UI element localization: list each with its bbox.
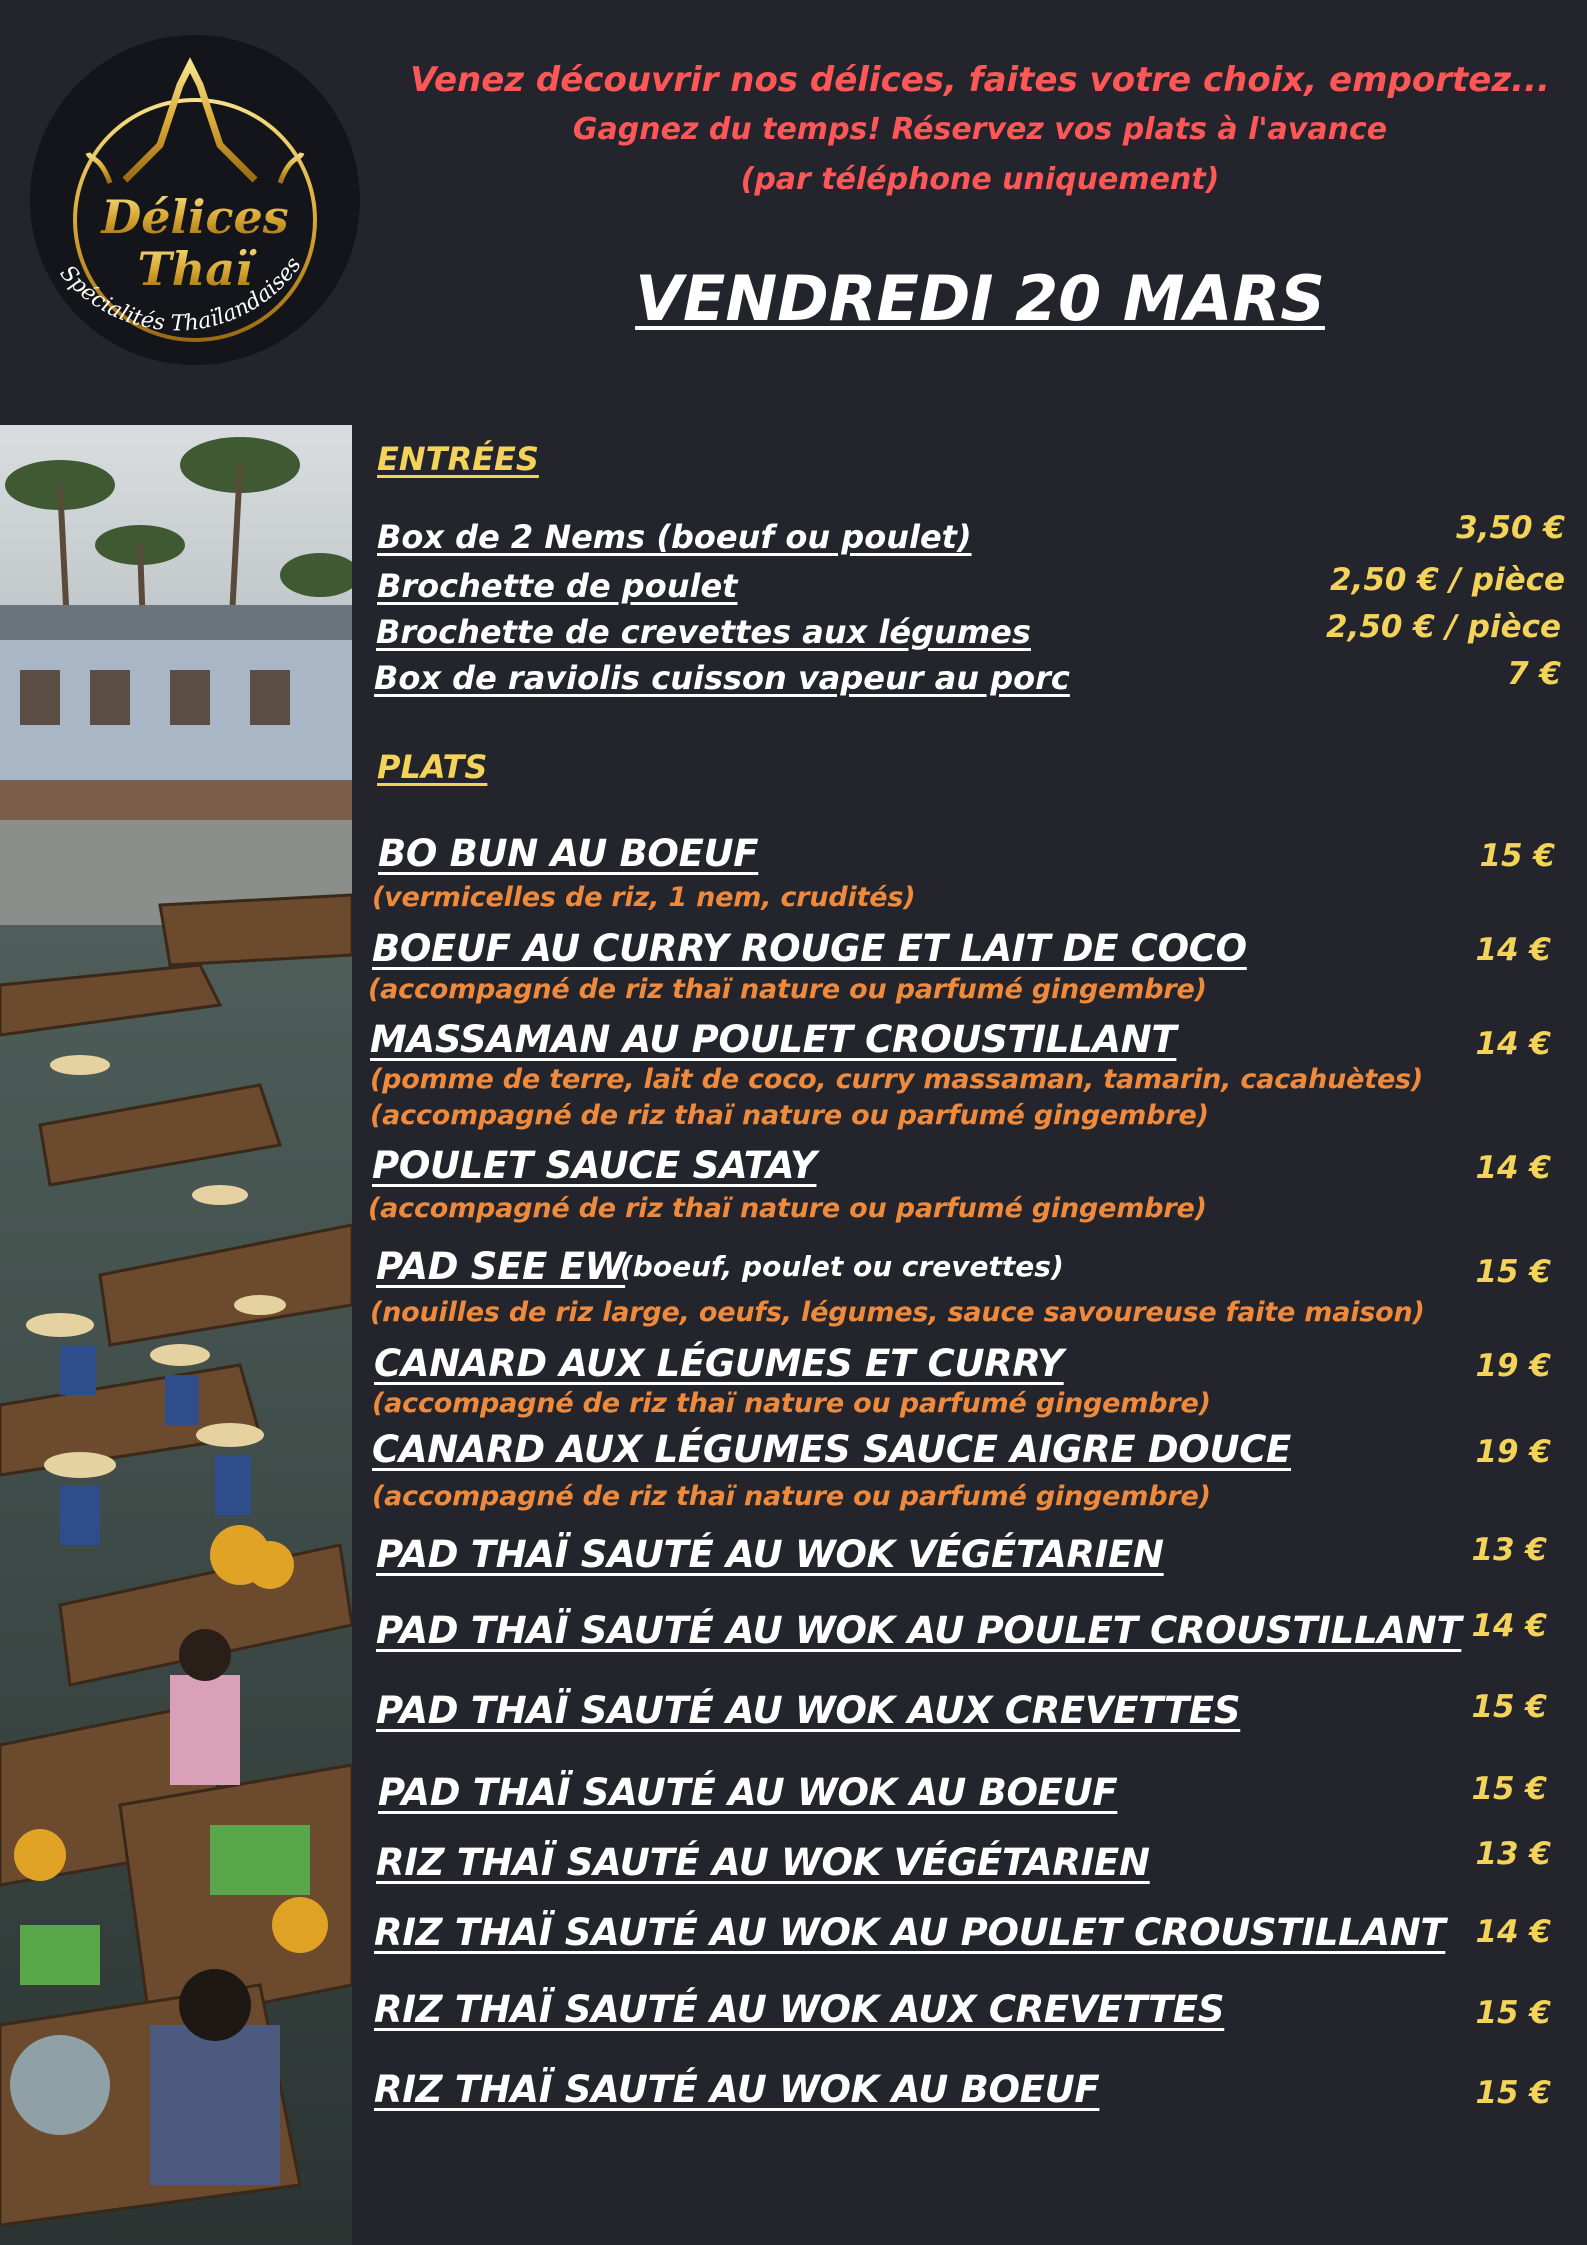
entree-price: 7 €	[1507, 656, 1561, 692]
entree-name: Box de raviolis cuisson vapeur au porc	[374, 659, 1070, 697]
dish-price: 14 €	[1475, 1026, 1551, 1062]
dish-description: (accompagné de riz thaï nature ou parfumé gingembre)	[372, 1388, 1211, 1419]
dish-price: 13 €	[1471, 1532, 1547, 1568]
dish-price: 14 €	[1471, 1608, 1547, 1644]
logo-graphic	[30, 35, 360, 365]
dish-name: PAD SEE EW	[376, 1245, 626, 1288]
dish-price: 15 €	[1475, 2075, 1551, 2111]
entree-name: Brochette de poulet	[377, 567, 738, 605]
dish-description: (accompagné de riz thaï nature ou parfumé gingembre)	[372, 1481, 1211, 1512]
tagline-1: Venez découvrir nos délices, faites votre choix, emportez...	[410, 60, 1550, 100]
dish-name: RIZ THAÏ SAUTÉ AU WOK AU POULET CROUSTILLANT	[374, 1911, 1446, 1954]
restaurant-logo	[30, 35, 360, 365]
dish-price: 15 €	[1475, 1995, 1551, 2031]
dish-price: 15 €	[1475, 1254, 1551, 1290]
entree-price: 3,50 €	[1456, 510, 1565, 546]
dish-description: (nouilles de riz large, oeufs, légumes, sauce savoureuse faite maison)	[370, 1297, 1425, 1328]
dish-name: RIZ THAÏ SAUTÉ AU WOK AUX CREVETTES	[374, 1988, 1225, 2031]
dish-price: 13 €	[1475, 1836, 1551, 1872]
dish-description-2: (accompagné de riz thaï nature ou parfumé gingembre)	[370, 1100, 1209, 1131]
dish-name: BOEUF AU CURRY ROUGE ET LAIT DE COCO	[372, 927, 1247, 970]
dish-description: (vermicelles de riz, 1 nem, crudités)	[372, 882, 916, 913]
entree-name: Brochette de crevettes aux légumes	[376, 613, 1031, 651]
dish-description: (pomme de terre, lait de coco, curry massaman, tamarin, cacahuètes)	[370, 1064, 1424, 1095]
dish-name: PAD THAÏ SAUTÉ AU WOK AU BOEUF	[378, 1771, 1118, 1814]
section-title-plats: PLATS	[377, 748, 488, 786]
dish-name: PAD THAÏ SAUTÉ AU WOK VÉGÉTARIEN	[376, 1533, 1164, 1576]
dish-price: 15 €	[1471, 1689, 1547, 1725]
dish-name: POULET SAUCE SATAY	[372, 1144, 817, 1187]
dish-price: 14 €	[1475, 932, 1551, 968]
dish-name: CANARD AUX LÉGUMES ET CURRY	[374, 1342, 1064, 1385]
tagline-3: (par téléphone uniquement)	[740, 162, 1220, 197]
dish-name: RIZ THAÏ SAUTÉ AU WOK VÉGÉTARIEN	[376, 1841, 1150, 1884]
logo-title-line1: Délices	[101, 190, 289, 244]
dish-name: CANARD AUX LÉGUMES SAUCE AIGRE DOUCE	[372, 1428, 1292, 1471]
dish-description: (accompagné de riz thaï nature ou parfumé gingembre)	[368, 1193, 1207, 1224]
dish-price: 19 €	[1475, 1434, 1551, 1470]
logo-title-line2: Thaï	[137, 242, 253, 296]
section-title-entrees: ENTRÉES	[377, 440, 539, 478]
dish-price: 15 €	[1471, 1771, 1547, 1807]
dish-name: MASSAMAN AU POULET CROUSTILLANT	[370, 1018, 1177, 1061]
dish-price: 19 €	[1475, 1348, 1551, 1384]
dish-price: 15 €	[1479, 838, 1555, 874]
dish-options: (boeuf, poulet ou crevettes)	[620, 1250, 1064, 1283]
logo-subtitle: Spécialités Thaïlandaises	[54, 252, 307, 337]
dish-description: (accompagné de riz thaï nature ou parfumé gingembre)	[368, 974, 1207, 1005]
entree-name: Box de 2 Nems (boeuf ou poulet)	[377, 518, 972, 556]
floating-market-photo	[0, 425, 352, 2245]
dish-name: RIZ THAÏ SAUTÉ AU WOK AU BOEUF	[374, 2068, 1100, 2111]
menu-date: VENDREDI 20 MARS	[635, 262, 1325, 335]
dish-price: 14 €	[1475, 1914, 1551, 1950]
dish-price: 14 €	[1475, 1150, 1551, 1186]
photo-illustration	[0, 425, 352, 2245]
dish-name: BO BUN AU BOEUF	[378, 832, 759, 875]
dish-name: PAD THAÏ SAUTÉ AU WOK AUX CREVETTES	[376, 1689, 1241, 1732]
dish-name: PAD THAÏ SAUTÉ AU WOK AU POULET CROUSTILLANT	[376, 1609, 1462, 1652]
entree-price: 2,50 € / pièce	[1330, 562, 1565, 598]
entree-price: 2,50 € / pièce	[1326, 609, 1561, 645]
tagline-2: Gagnez du temps! Réservez vos plats à l'avance	[572, 112, 1388, 147]
